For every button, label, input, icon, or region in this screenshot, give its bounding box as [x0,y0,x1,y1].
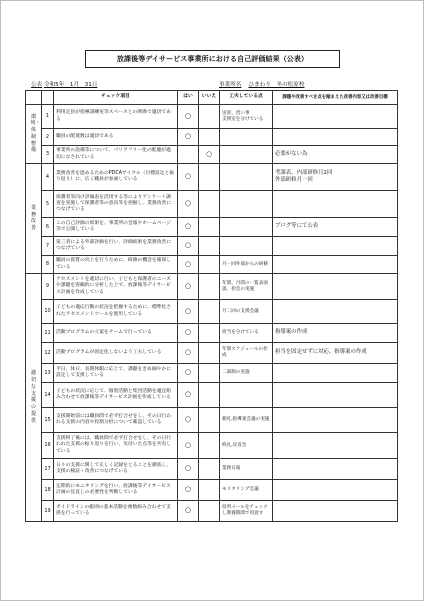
no-mark [199,164,220,191]
header-category [26,91,42,105]
opinion-text [273,480,398,501]
yes-mark: ○ [178,408,199,433]
no-mark [199,433,220,459]
check-item-text: 職員の配置数は適切である [54,129,178,146]
table-row [26,218,398,237]
opinion-text [273,433,398,459]
row-number: 9 [42,274,54,300]
office-label: 事業所名 [219,82,242,88]
effort-text: モリタリング会議 [220,480,273,501]
effort-text: 終礼,反省会 [220,433,273,459]
opinion-text: ブログ等にて公表 [273,218,398,237]
table-row [26,383,398,408]
effort-text: 役所メールをチェックし教養期間で用意す [220,501,273,522]
no-mark [199,408,220,433]
no-mark: ○ [199,146,220,164]
header-yes: はい [178,91,199,105]
effort-text: 業務日報 [220,459,273,480]
table-row [26,433,398,459]
row-number: 3 [42,146,54,164]
effort-text [220,237,273,256]
yes-mark: ○ [178,191,199,218]
check-item-text: 活動プログラムが固定化しないよう工夫している [54,343,178,364]
category-label: 業務改善 [30,204,36,231]
no-mark [199,480,220,501]
opinion-text: 必要がない為 [273,146,398,164]
opinion-text: 指導案の作成 [273,324,398,343]
row-number: 2 [42,129,54,146]
category-cell [26,274,42,522]
title-box [85,50,340,68]
effort-text [220,383,273,408]
publish-label: 公表 [31,82,43,88]
no-mark [199,343,220,364]
table-row [26,501,398,522]
yes-mark: ○ [178,164,199,191]
category-cell [26,105,42,164]
effort-text: 年間スケジュールの作成 [220,343,273,364]
opinion-text [273,191,398,218]
table-row [26,191,398,218]
table-row [26,146,398,164]
effort-text: 担当を分けている [220,324,273,343]
category-cell [26,164,42,274]
yes-mark: ○ [178,274,199,300]
table-row [26,256,398,274]
opinion-text [273,300,398,324]
opinion-text: 考課表、内部研修月2回 外部研修月一回 [273,164,398,191]
effort-text [220,164,273,191]
check-item-text: 業務改善を進めるためのPDCAサイクル（目標設定と振り返り）に、広く職員が参画している [54,164,178,191]
no-mark [199,501,220,522]
yes-mark: ○ [178,433,199,459]
no-mark [199,274,220,300]
row-number: 16 [42,433,54,459]
table-row [26,459,398,480]
no-mark [199,129,220,146]
row-number: 15 [42,408,54,433]
table-row [26,480,398,501]
row-number: 10 [42,300,54,324]
no-mark [199,256,220,274]
table-row [26,237,398,256]
no-mark [199,105,220,129]
effort-text: 月二回の支援会議 [220,300,273,324]
opinion-text [273,501,398,522]
row-number: 5 [42,191,54,218]
check-item-text: 定期的にモニタリングを行い、放課後等デイサービス計画の見直しの必要性を判断している [54,480,178,501]
row-number: 6 [42,218,54,237]
row-number: 18 [42,480,54,501]
yes-mark: ○ [178,459,199,480]
yes-mark: ○ [178,501,199,522]
opinion-text [273,237,398,256]
yes-mark: ○ [178,218,199,237]
yes-mark: ○ [178,300,199,324]
check-item-text: 支援終了後には、職員間で必ず打合せをし、その日行われた支援の振り返りを行い、気付いた点等を共有している [54,433,178,459]
header-opinion: 課題や改善すべき点を踏まえた改善内容又は改善目標 [273,91,398,105]
header-no: いいえ [199,91,220,105]
office-name-line [219,80,304,88]
table-row [26,343,398,364]
no-mark [199,191,220,218]
yes-mark: ○ [178,256,199,274]
yes-mark: ○ [178,343,199,364]
yes-mark: ○ [178,105,199,129]
publish-date: 令和5年 1月 31日 [43,82,98,88]
check-item-text: 活動プログラムの立案をチームで行っている [54,324,178,343]
opinion-text: 担当を固定せずに対応、指導案の作成 [273,343,398,364]
yes-mark: ○ [178,324,199,343]
effort-text [220,191,273,218]
opinion-text [273,459,398,480]
table-row [26,129,398,146]
row-number: 8 [42,256,54,274]
no-mark [199,364,220,383]
effort-text [220,146,273,164]
office-name: ひまわり 冬の松原校 [248,82,305,88]
table-row [26,324,398,343]
effort-text: 月一回外部からの研修 [220,256,273,274]
yes-mark: ○ [178,480,199,501]
no-mark [199,324,220,343]
yes-mark: ○ [178,364,199,383]
page-title: 放課後等デイサービス事業所における自己評価結果（公表） [116,55,309,63]
no-mark [199,237,220,256]
effort-text: 朝礼,指導案会議の実施 [220,408,273,433]
opinion-text [273,383,398,408]
table-row [26,164,398,191]
no-mark [199,383,220,408]
no-mark [199,300,220,324]
header-effort: 工夫している点 [220,91,273,105]
no-mark [199,459,220,480]
check-item-text: アセスメントを適切に行い、子どもと保護者のニーズや課題を客観的に分析した上で、放課後等デイサービス計画を作成している [54,274,178,300]
row-number: 19 [42,501,54,522]
opinion-text [273,274,398,300]
effort-text: 年間、月間の一覧表面談、担会の実施 [220,274,273,300]
table-row [26,364,398,383]
effort-text: 送迎、習い事 支援室を分けている [220,105,273,129]
check-item-text: 日々の支援に関して正しく記録をとることを徹底し、支援の検証・改善につなげている [54,459,178,480]
row-number: 14 [42,383,54,408]
opinion-text [273,408,398,433]
row-number: 4 [42,164,54,191]
effort-text [220,218,273,237]
header-number [42,91,54,105]
yes-mark [178,146,199,164]
opinion-text [273,105,398,129]
category-label: 環境・体制整備 [30,113,41,154]
check-item-text: 利用定員が指導訓練室等スペースとの関係で適切である [54,105,178,129]
effort-text: 二部制の実施 [220,364,273,383]
opinion-text [273,129,398,146]
check-item-text: ガイドラインの総則の基本活動を複数組み合わせて支援を行っている [54,501,178,522]
check-item-text: 平日、休日、長期休暇に応じて、課題をきめ細やかに設定して支援している [54,364,178,383]
evaluation-table [25,90,398,522]
table-row [26,274,398,300]
row-number: 13 [42,364,54,383]
opinion-text [273,256,398,274]
row-number: 1 [42,105,54,129]
row-number: 11 [42,324,54,343]
row-number: 17 [42,459,54,480]
effort-text [220,129,273,146]
check-item-text: 職員の資質の向上を行うために、研修の機会を確保している [54,256,178,274]
category-label: 適切な支援の提供 [30,370,36,424]
check-item-text: 事業所の設備等について、バリアフリー化の配慮が適切になされている [54,146,178,164]
row-number: 12 [42,343,54,364]
check-item-text: 保護者等向け評価表を活用する等によりアンケート調査を実施して保護者等の意向等を把握し、業務改善につなげている [54,191,178,218]
header-check-item: チェック項目 [54,91,178,105]
opinion-text [273,364,398,383]
table-header-row [26,91,398,105]
table-row [26,300,398,324]
publish-date-line [31,80,97,88]
check-item-text: 子どもの状況に応じて、個別活動と集団活動を適宜組み合わせて放課後等デイサービス計画を作成している [54,383,178,408]
yes-mark: ○ [178,237,199,256]
table-row [26,408,398,433]
no-mark [199,218,220,237]
check-item-text: 支援開始前には職員間で必ず打合せをし、その日行われる支援の内容や役割分担について確認している [54,408,178,433]
yes-mark: ○ [178,383,199,408]
yes-mark: ○ [178,129,199,146]
table-row [26,105,398,129]
row-number: 7 [42,237,54,256]
check-item-text: 子どもの適応行動の状況を把握するために、標準化されたアセスメントツールを使用している [54,300,178,324]
check-item-text: この自己評価の結果を、事業所の会報やホームページ等で公開している [54,218,178,237]
check-item-text: 第三者による外部評価を行い、評価結果を業務改善につなげている [54,237,178,256]
